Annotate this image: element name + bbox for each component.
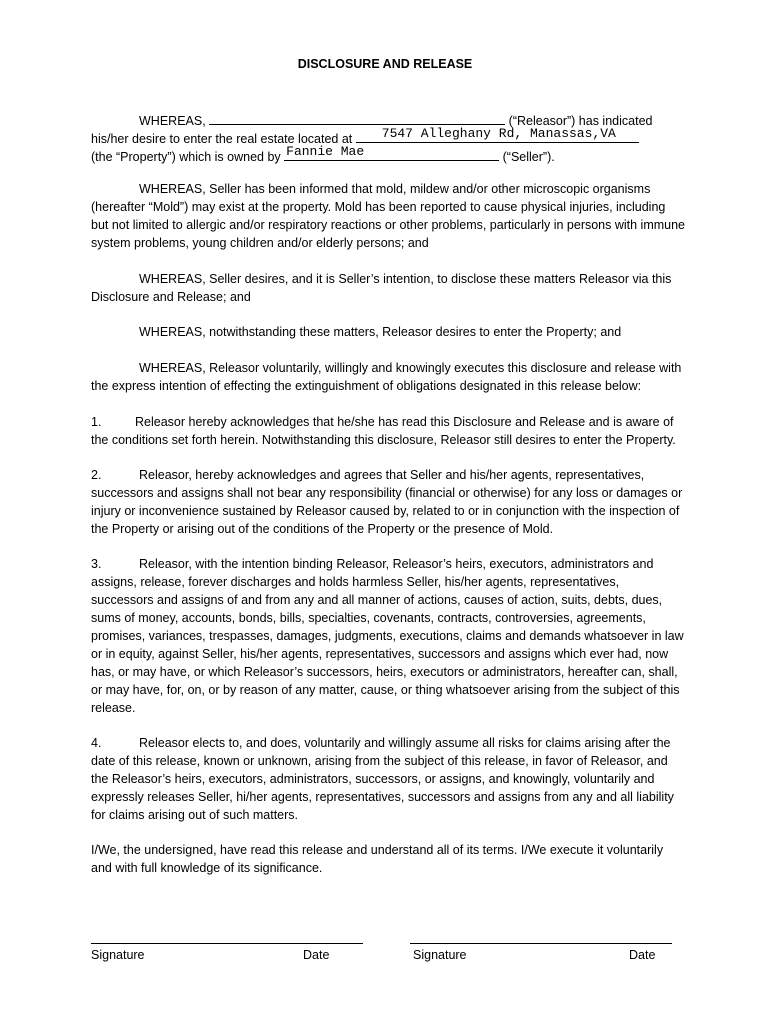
clause4-line: date of this release, known or unknown, arising from the subject of this release, in favor of Releasor, and <box>91 754 668 768</box>
left-signature-line[interactable] <box>91 943 363 944</box>
clause3-line: promises, variances, trespasses, damages, judgments, executions, claims and demands whatsoever in law <box>91 629 684 643</box>
right-signature-label: Signature <box>413 948 467 962</box>
whereas2-line: Disclosure and Release; and <box>91 290 251 304</box>
clause3-line: release. <box>91 701 136 715</box>
clause3-line: or in equity, against Seller, his/her agents, representatives, successors and assigns which ever had, now <box>91 647 669 661</box>
clause3-line: assigns, release, forever discharges and holds harmless Seller, his/her agents, representatives, <box>91 575 620 589</box>
property-address-field[interactable] <box>356 126 639 143</box>
document-title: DISCLOSURE AND RELEASE <box>297 57 473 71</box>
whereas1-line: but not limited to allergic and/or respiratory reactions or other problems, particularly in persons with immune <box>91 218 686 232</box>
clause1-line: the conditions set forth herein. Notwithstanding this disclosure, Releasor still desires to enter the Property. <box>91 433 676 447</box>
whereas1-line: (hereafter “Mold”) may exist at the property. Mold has been reported to cause physical injuries, including <box>91 200 666 214</box>
clause3-text: Releasor, with the intention binding Releasor, Releasor’s heirs, executors, administrators and <box>139 557 654 571</box>
clause3-line-1 <box>91 557 653 572</box>
releasor-name-field[interactable] <box>209 111 505 125</box>
right-date-label: Date <box>629 948 656 962</box>
whereas-label: WHEREAS, <box>139 114 206 128</box>
property-address-value: 7547 Alleghany Rd, Manassas,VA <box>381 126 616 141</box>
clause3-line: successors and assigns of and from any and all manner of actions, causes of action, suits, debts, dues, <box>91 593 663 607</box>
owned-by-text: (the “Property”) which is owned by <box>91 150 281 164</box>
whereas4-line: the express intention of effecting the extinguishment of obligations designated in this release below: <box>91 379 642 393</box>
clause1-text: Releasor hereby acknowledges that he/she has read this Disclosure and Release and is aware of <box>135 415 674 429</box>
clause2-text: Releasor, hereby acknowledges and agrees that Seller and his/her agents, representatives, <box>139 468 645 482</box>
clause2-line: injury or inconvenience sustained by Releasor caused by, related to or in conjunction with the inspection of <box>91 504 680 518</box>
clause4-line: the Releasor’s heirs, executors, administrators, successors, or assigns, and knowingly, voluntarily and <box>91 772 655 786</box>
closing-line: and with full knowledge of its significance. <box>91 861 323 875</box>
clause3-line: has, or may have, or which Releasor’s successors, heirs, executors or administrators, hereafter can, shall, <box>91 665 678 679</box>
clause1-line-1 <box>91 415 674 430</box>
clause2-line-1 <box>91 468 644 483</box>
closing-line: I/We, the undersigned, have read this release and understand all of its terms. I/We execute it voluntarily <box>91 843 664 857</box>
clause4-line: expressly releases Seller, hi/her agents, representatives, successors and assigns from any and all liability <box>91 790 674 804</box>
right-signature-line[interactable] <box>410 943 672 944</box>
left-signature-label: Signature <box>91 948 145 962</box>
clause2-line: successors and assigns shall not bear any responsibility (financial or otherwise) for any loss or damages or <box>91 486 683 500</box>
clause2-line: the Property or arising out of the conditions of the Property or the presence of Mold. <box>91 522 554 536</box>
whereas2-line: WHEREAS, Seller desires, and it is Seller’s intention, to disclose these matters Releasor via this <box>139 272 672 286</box>
clause4-line-1 <box>91 736 670 751</box>
seller-name-field[interactable] <box>284 144 499 161</box>
whereas3-line: WHEREAS, notwithstanding these matters, Releasor desires to enter the Property; and <box>139 325 622 339</box>
clause4-line: for claims arising out of such matters. <box>91 808 299 822</box>
property-location-text: his/her desire to enter the real estate located at <box>91 132 353 146</box>
seller-name-value: Fannie Mae <box>286 144 365 159</box>
intro-line-3 <box>91 144 555 165</box>
whereas4-line: WHEREAS, Releasor voluntarily, willingly and knowingly executes this disclosure and release with <box>139 361 682 375</box>
releasor-indicated-text: (“Releasor”) has indicated <box>508 114 653 128</box>
seller-label: (“Seller”). <box>502 150 555 164</box>
clause3-number: 3. <box>91 557 102 571</box>
clause4-number: 4. <box>91 736 102 750</box>
clause3-line: or may have, for, on, or by reason of any matter, cause, or thing whatsoever arising from the subject of this <box>91 683 680 697</box>
left-date-label: Date <box>303 948 330 962</box>
whereas1-line: WHEREAS, Seller has been informed that mold, mildew and/or other microscopic organisms <box>139 182 651 196</box>
whereas1-line: system problems, young children and/or elderly persons; and <box>91 236 429 250</box>
clause2-number: 2. <box>91 468 102 482</box>
clause4-text: Releasor elects to, and does, voluntarily and willingly assume all risks for claims arising after the <box>139 736 671 750</box>
clause3-line: sums of money, accounts, bonds, bills, specialties, covenants, contracts, controversies, agreements, <box>91 611 646 625</box>
clause1-number: 1. <box>91 415 102 429</box>
intro-line-2 <box>91 126 639 147</box>
